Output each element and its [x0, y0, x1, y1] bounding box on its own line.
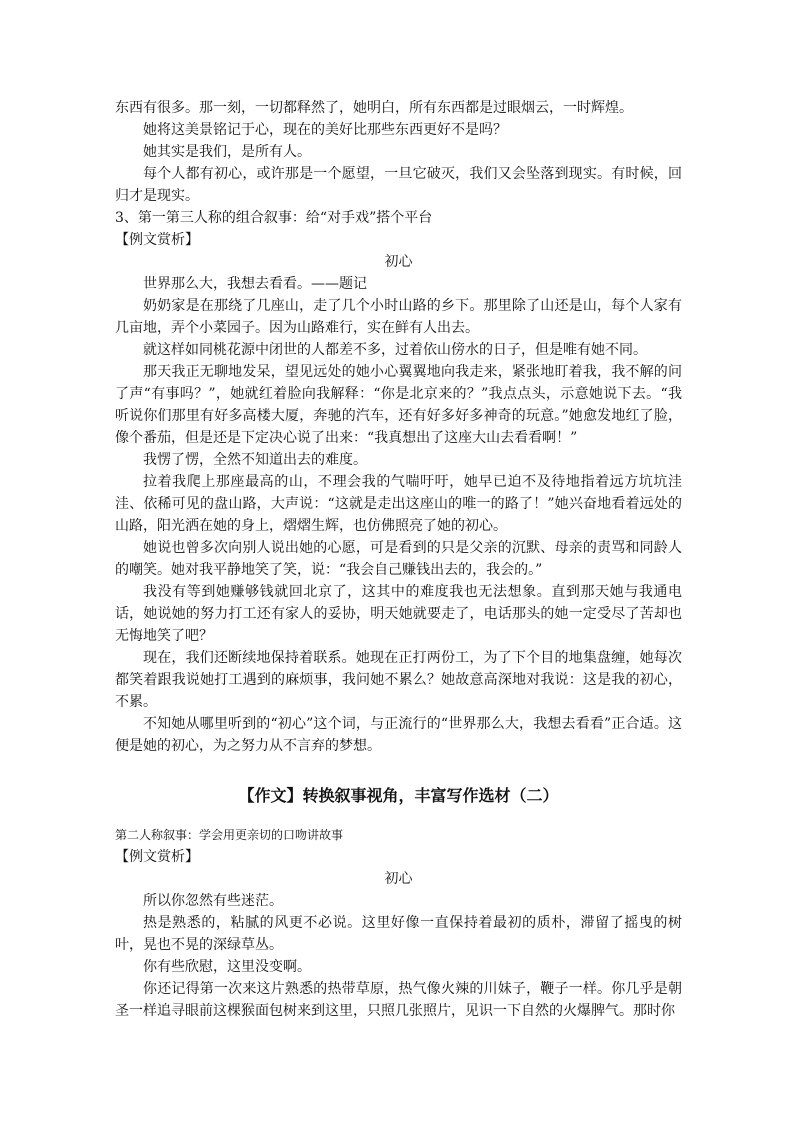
section-one [115, 97, 682, 757]
example-label: 【例文赏析】 [115, 849, 199, 865]
essay-paragraph: 我没有等到她赚够钱就回北京了，这其中的难度我也无法想象。直到那天她与我通电话，她说她的努力打工还有家人的妥协，明天她就要走了，电话那头的她一定受尽了苦却也无悔地笑了吧？ [115, 584, 682, 644]
essay-paragraph: 我愣了愣，全然不知道出去的难度。 [143, 452, 367, 468]
essay-paragraph: 世界那么大，我想去看看。——题记 [143, 276, 367, 292]
essay-paragraph: 热是熟悉的，粘腻的风更不必说。这里好像一直保持着最初的质朴，滞留了摇曳的树叶，晃也不晃的深绿草丛。 [115, 915, 682, 953]
essay-paragraph: 你还记得第一次来这片熟悉的热带草原，热气像火辣的川妹子，鞭子一样。你几乎是朝圣一样追寻眼前这棵猴面包树来到这里，只照几张照片，见识一下自然的火爆脾气。那时你 [115, 981, 682, 1019]
subheading: 第二人称叙事：学会用更亲切的口吻讲故事 [115, 828, 344, 842]
subheading: 3、第一第三人称的组合叙事：给“对手戏”搭个平台 [115, 210, 433, 226]
paragraph: 每个人都有初心，或许那是一个愿望，一旦它破灭，我们又会坠落到现实。有时候，回归才是现实。 [115, 166, 682, 204]
essay-paragraph: 她说也曾多次向别人说出她的心愿，可是看到的只是父亲的沉默、母亲的责骂和同龄人的嘲笑。她对我平静地笑了笑，说：“我会自己赚钱出去的，我会的。” [115, 540, 682, 578]
essay-paragraph: 就这样如同桃花源中闭世的人都差不多，过着依山傍水的日子，但是唯有她不同。 [143, 342, 647, 358]
paragraph: 她其实是我们，是所有人。 [143, 144, 311, 160]
example-label: 【例文赏析】 [115, 232, 199, 248]
paragraph: 她将这美景铭记于心，现在的美好比那些东西更好不是吗？ [143, 122, 507, 138]
essay-paragraph: 不知她从哪里听到的“初心”这个词，与正流行的“世界那么大，我想去看看”正合适。这便是她的初心，为之努力从不言弃的梦想。 [115, 716, 682, 754]
essay-title: 初心 [384, 871, 413, 887]
essay-paragraph: 那天我正无聊地发呆，望见远处的她小心翼翼地向我走来，紧张地盯着我，我不解的问了声“有事吗？”，她就红着脸向我解释：“你是北京来的？”我点点头，示意她说下去。“我听说你们那里有好多高楼大厦，奔驰的汽车，还有好多好多神奇的玩意。”她愈发地红了脸，像个番茄，但是还是下定决心说了出来：“我真想出了这座大山去看看啊！” [115, 364, 682, 446]
paragraph: 东西有很多。那一刻，一切都释然了，她明白，所有东西都是过眼烟云，一时辉煌。 [115, 100, 633, 116]
essay-paragraph: 所以你忽然有些迷茫。 [143, 893, 283, 909]
section-two [115, 824, 682, 1022]
essay-paragraph: 你有些欣慰，这里没变啊。 [143, 959, 311, 975]
essay-paragraph: 拉着我爬上那座最高的山，不理会我的气喘吁吁，她早已迫不及待地指着远方坑坑洼洼、依稀可见的盘山路，大声说：“这就是走出这座山的唯一的路了！”她兴奋地看着远处的山路，阳光洒在她的身上，熠熠生辉，也仿佛照亮了她的初心。 [115, 474, 682, 534]
essay-paragraph: 奶奶家是在那绕了几座山，走了几个小时山路的乡下。那里除了山还是山，每个人家有几亩地，弄个小菜园子。因为山路难行，实在鲜有人出去。 [115, 298, 682, 336]
essay-paragraph: 现在，我们还断续地保持着联系。她现在正打两份工，为了下个目的地集盘缠，她每次都笑着跟我说她打工遇到的麻烦事，我问她不累么？她故意高深地对我说：这是我的初心，不累。 [115, 650, 682, 710]
essay-title: 初心 [384, 254, 413, 270]
section-heading: 【作文】转换叙事视角，丰富写作选材（二） [238, 786, 559, 805]
